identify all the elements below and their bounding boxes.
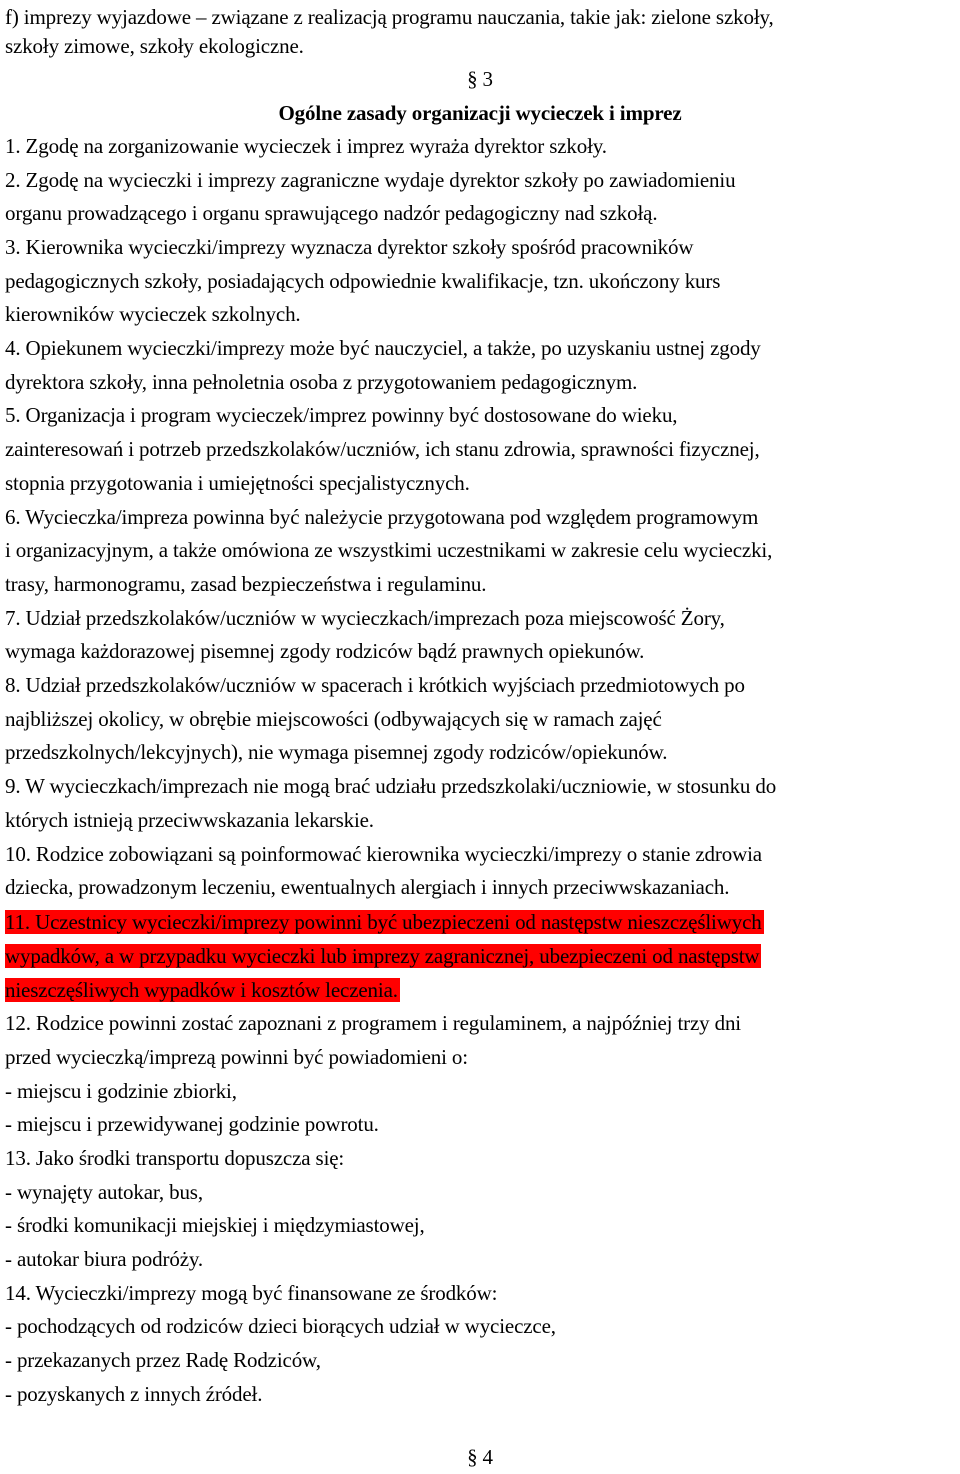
text-line: pedagogicznych szkoły, posiadających odpowiednie kwalifikacje, tzn. ukończony kurs — [5, 269, 721, 293]
text-line: 6. Wycieczka/impreza powinna być należycie przygotowana pod względem programowym — [5, 505, 759, 529]
list-item: - środki komunikacji miejskiej i międzymiastowej, — [5, 1213, 425, 1237]
text-line: 9. W wycieczkach/imprezach nie mogą brać udziału przedszkolaki/uczniowie, w stosunku do — [5, 774, 777, 798]
text-line: 13. Jako środki transportu dopuszcza się: — [5, 1146, 345, 1170]
text-line: przed wycieczką/imprezą powinni być powiadomieni o: — [5, 1045, 468, 1069]
text-line: 12. Rodzice powinni zostać zapoznani z programem i regulaminem, a najpóźniej trzy dni — [5, 1011, 741, 1035]
list-item: - przekazanych przez Radę Rodziców, — [5, 1348, 321, 1372]
list-item: - pozyskanych z innych źródeł. — [5, 1382, 263, 1406]
text-line: organu prowadzącego i organu sprawującego nadzór pedagogiczny nad szkołą. — [5, 201, 658, 225]
text-line: dziecka, prowadzonym leczeniu, ewentualnych alergiach i innych przeciwwskazaniach. — [5, 875, 730, 899]
text-line: 10. Rodzice zobowiązani są poinformować kierownika wycieczki/imprezy o stanie zdrowia — [5, 842, 762, 866]
text-line: stopnia przygotowania i umiejętności specjalistycznych. — [5, 471, 470, 495]
section-symbol: § 4 — [467, 1445, 493, 1469]
text-line: szkoły zimowe, szkoły ekologiczne. — [5, 34, 304, 58]
list-item: - miejscu i godzinie zbiorki, — [5, 1079, 237, 1103]
highlight-mark: nieszczęśliwych wypadków i kosztów leczenia. — [5, 978, 398, 1002]
text-line: 1. Zgodę na zorganizowanie wycieczek i imprez wyraża dyrektor szkoły. — [5, 134, 607, 158]
list-item: - wynajęty autokar, bus, — [5, 1180, 203, 1204]
text-line: 7. Udział przedszkolaków/uczniów w wycieczkach/imprezach poza miejscowość Żory, — [5, 606, 725, 630]
highlight-mark: 11. Uczestnicy wycieczki/imprezy powinni być ubezpieczeni od następstw nieszczęśliwych — [5, 910, 762, 934]
text-line: trasy, harmonogramu, zasad bezpieczeństwa i regulaminu. — [5, 572, 487, 596]
text-line: najbliższej okolicy, w obrębie miejscowości (odbywających się w ramach zajęć — [5, 707, 662, 731]
text-line: przedszkolnych/lekcyjnych), nie wymaga pisemnej zgody rodziców/opiekunów. — [5, 740, 668, 764]
section-title: Ogólne zasady organizacji wycieczek i imprez — [278, 101, 682, 125]
text-line: dyrektora szkoły, inna pełnoletnia osoba z przygotowaniem pedagogicznym. — [5, 370, 638, 394]
highlight-mark: wypadków, a w przypadku wycieczki lub imprezy zagranicznej, ubezpieczeni od następstw — [5, 944, 760, 968]
text-line: kierowników wycieczek szkolnych. — [5, 302, 301, 326]
text-line: 2. Zgodę na wycieczki i imprezy zagraniczne wydaje dyrektor szkoły po zawiadomieniu — [5, 168, 736, 192]
text-line: zainteresowań i potrzeb przedszkolaków/uczniów, ich stanu zdrowia, sprawności fizycznej, — [5, 437, 760, 461]
list-item: - miejscu i przewidywanej godzinie powrotu. — [5, 1112, 379, 1136]
highlighted-text-line — [5, 973, 400, 1007]
highlighted-text-line — [5, 905, 764, 939]
text-line: 5. Organizacja i program wycieczek/imprez powinny być dostosowane do wieku, — [5, 403, 678, 427]
text-line: 8. Udział przedszkolaków/uczniów w spacerach i krótkich wyjściach przedmiotowych po — [5, 673, 745, 697]
text-line: 4. Opiekunem wycieczki/imprezy może być nauczyciel, a także, po uzyskaniu ustnej zgody — [5, 336, 761, 360]
highlighted-text-line — [5, 939, 761, 973]
list-item: - pochodzących od rodziców dzieci biorących udział w wycieczce, — [5, 1314, 556, 1338]
text-line: 14. Wycieczki/imprezy mogą być finansowane ze środków: — [5, 1281, 498, 1305]
text-line: i organizacyjnym, a także omówiona ze wszystkimi uczestnikami w zakresie celu wycieczki, — [5, 538, 773, 562]
section-symbol: § 3 — [467, 67, 493, 91]
text-line: 3. Kierownika wycieczki/imprezy wyznacza dyrektor szkoły spośród pracowników — [5, 235, 694, 259]
list-item: - autokar biura podróży. — [5, 1247, 203, 1271]
text-line: f) imprezy wyjazdowe – związane z realizacją programu nauczania, takie jak: zielone szkoły, — [5, 5, 774, 29]
text-line: wymaga każdorazowej pisemnej zgody rodziców bądź prawnych opiekunów. — [5, 639, 645, 663]
text-line: których istnieją przeciwwskazania lekarskie. — [5, 808, 374, 832]
